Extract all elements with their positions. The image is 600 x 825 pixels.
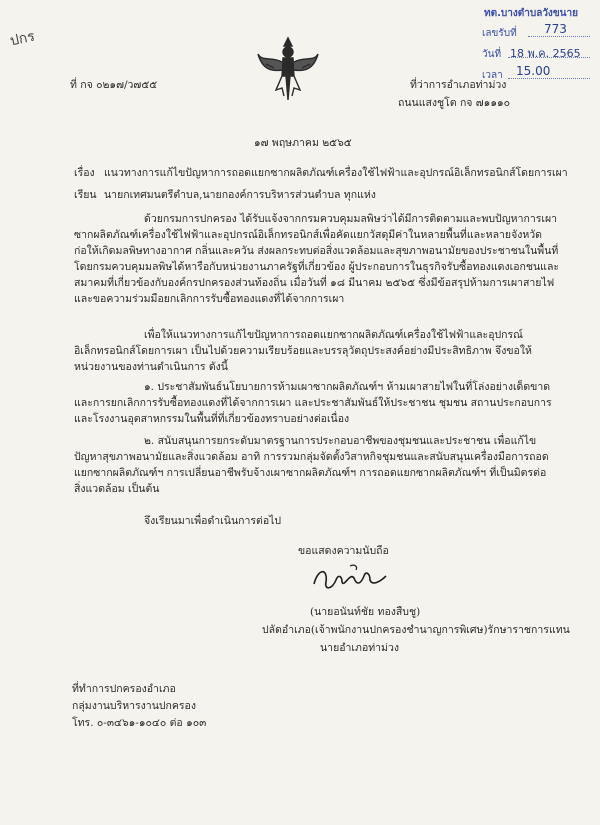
garuda-emblem-icon — [256, 34, 320, 104]
signer-name: (นายอนันท์ชัย ทองสืบชู) — [310, 606, 421, 618]
margin-note: ปกร — [8, 28, 37, 50]
signer-title: ปลัดอำเภอ(เจ้าพนักงานปกครองชำนาญการพิเศษ)รักษาราชการแทน — [262, 624, 570, 636]
stamp-date-value: 18 พ.ค. 2565 — [510, 47, 581, 60]
item-2-line: แยกซากผลิตภัณฑ์ฯ การเปลี่ยนอาชีพรับจ้างเผาซากผลิตภัณฑ์ฯ การถอดแยกซากผลิตภัณฑ์ฯ ที่เป็นมิตรต่อ — [74, 467, 547, 479]
document-number: ที่ กจ ๐๒๑๗/ว๗๕๕ — [70, 79, 158, 91]
footer-phone: โทร. ๐-๓๔๖๑-๑๐๔๐ ต่อ ๑๐๓ — [72, 717, 207, 729]
stamp-time-label: เวลา — [482, 70, 503, 81]
paragraph-1-line: ด้วยกรมการปกครอง ได้รับแจ้งจากกรมควบคุมมลพิษว่าได้มีการติดตามและพบปัญหาการเผา — [144, 213, 558, 225]
item-2-line: ปัญหาสุขภาพอนามัยและสิ่งแวดล้อม อาทิ การรวมกลุ่มจัดตั้งวิสาหกิจชุมชนและสนับสนุนเครื่องมือการถอด — [74, 451, 549, 463]
paragraph-1-line: และขอความร่วมมือยกเลิกการรับซื้อทองแดงที่ได้จากการเผา — [74, 293, 345, 305]
paragraph-1-line: สมาคมที่เกี่ยวข้องกับองค์กรปกครองส่วนท้องถิ่น เมื่อวันที่ ๑๘ มีนาคม ๒๕๖๕ ซึ่งมีข้อสรุปห้ามการเผาสายไฟ — [74, 277, 555, 289]
item-1-line: ๑. ประชาสัมพันธ์นโยบายการห้ามเผาซากผลิตภัณฑ์ฯ ห้ามเผาสายไฟในที่โล่งอย่างเด็ดขาด — [144, 381, 551, 393]
paragraph-2-line: เพื่อให้แนวทางการแก้ไขปัญหาการถอดแยกซากผลิตภัณฑ์เครื่องใช้ไฟฟ้าและอุปกรณ์ — [144, 329, 523, 341]
item-2 — [74, 433, 549, 497]
office-name: ที่ว่าการอำเภอท่าม่วง — [410, 79, 507, 91]
stamp-received-label: เลขรับที่ — [482, 28, 517, 39]
recipient-text: นายกเทศมนตรีตำบล,นายกองค์การบริหารส่วนตำบล ทุกแห่ง — [104, 189, 376, 201]
item-1 — [74, 379, 552, 427]
footer-division: กลุ่มงานบริหารงานปกครอง — [72, 700, 196, 712]
signer-position: นายอำเภอท่าม่วง — [320, 642, 400, 654]
paragraph-1-line: ซากผลิตภัณฑ์เครื่องใช้ไฟฟ้าและอุปกรณ์อิเล็กทรอนิกส์เพื่อคัดแยกวัสดุมีค่าในหลายพื้นที่และหลายจังหวัด — [74, 229, 542, 241]
paragraph-1-line: โดยกรมควบคุมมลพิษได้หารือกับหน่วยงานภาครัฐที่เกี่ยวข้อง ผู้ประกอบการในธุรกิจรับซื้อทองแดงเอกชนและ — [74, 261, 560, 273]
letter-date: ๑๗ พฤษภาคม ๒๕๖๕ — [254, 137, 352, 149]
item-1-line: และการยกเลิกการรับซื้อทองแดงที่ได้จากการเผา และประชาสัมพันธ์ให้ประชาชน ชุมชน สถานประกอบการ — [74, 397, 552, 409]
paragraph-2-line: หน่วยงานของท่านดำเนินการ ดังนี้ — [74, 361, 228, 373]
closing-request: จึงเรียนมาเพื่อดำเนินการต่อไป — [144, 515, 282, 527]
item-2-line: ๒. สนับสนุนการยกระดับมาตรฐานการประกอบอาชีพของชุมชนและประชาชน เพื่อแก้ไข — [144, 435, 537, 447]
item-2-line: สิ่งแวดล้อม เป็นต้น — [74, 483, 160, 495]
closing-text: ขอแสดงความนับถือ — [298, 545, 389, 557]
subject-label: เรื่อง — [74, 167, 95, 179]
item-1-line: และโรงงานอุตสาหกรรมในพื้นที่ที่เกี่ยวข้องทราบอย่างต่อเนื่อง — [74, 413, 350, 425]
paragraph-1-line: ก่อให้เกิดมลพิษทางอากาศ กลิ่นและควัน ส่งผลกระทบต่อสิ่งแวดล้อมและสุขภาพอนามัยของประชาชนในพื้นที่ — [74, 245, 559, 257]
stamp-time-value: 15.00 — [516, 64, 551, 78]
stamp-date-label: วันที่ — [482, 49, 502, 60]
paragraph-2 — [74, 327, 532, 375]
recipient-label: เรียน — [74, 189, 97, 201]
paragraph-2-line: อิเล็กทรอนิกส์โดยการเผา เป็นไปด้วยความเรียบร้อยและบรรลุวัตถุประสงค์อย่างมีประสิทธิภาพ จึงขอให้ — [74, 345, 532, 357]
stamp-agency: ทต.บางตำบลวังขนาย — [484, 8, 578, 19]
footer-office: ที่ทำการปกครองอำเภอ — [72, 683, 176, 695]
office-address: ถนนแสงชูโต กจ ๗๑๑๑๐ — [398, 97, 511, 109]
paragraph-1 — [74, 211, 559, 307]
subject-text: แนวทางการแก้ไขปัญหาการถอดแยกซากผลิตภัณฑ์เครื่องใช้ไฟฟ้าและอุปกรณ์อิเล็กทรอนิกส์โดยการเผา — [104, 167, 568, 179]
signature-image — [310, 562, 390, 596]
stamp-received-number: 773 — [544, 22, 567, 36]
